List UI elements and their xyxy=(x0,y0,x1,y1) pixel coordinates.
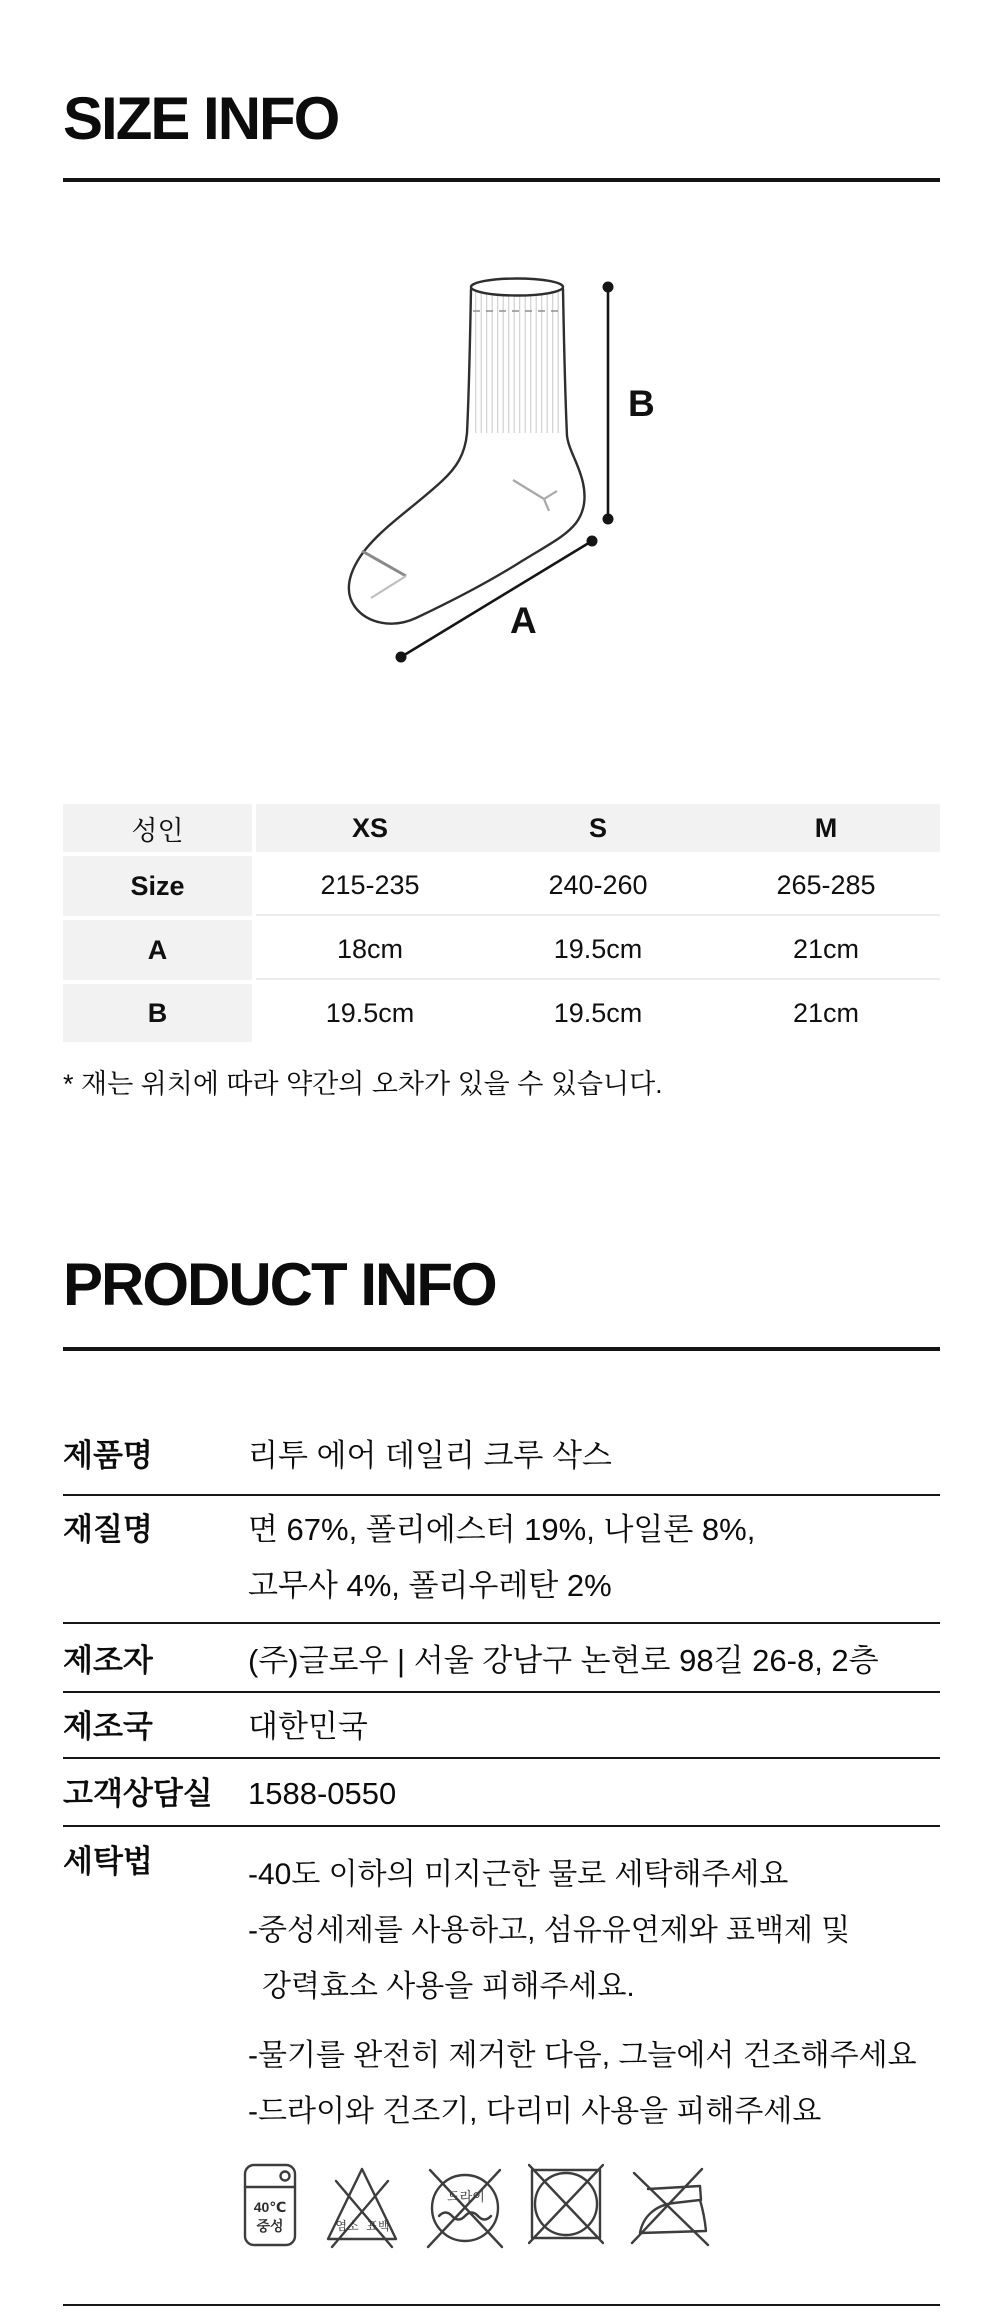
b-row-label: B xyxy=(63,984,252,1042)
product-row-country xyxy=(63,1693,940,1759)
b-value-xs: 19.5cm xyxy=(325,997,415,1028)
sock-rib-texture xyxy=(474,292,560,433)
wash-temp-text: 40℃ xyxy=(253,2199,287,2215)
size-table xyxy=(63,804,940,1042)
no-tumble-dry-icon xyxy=(528,2159,604,2249)
laundry-care-icons xyxy=(242,2159,940,2249)
no-bleach-icon xyxy=(322,2159,402,2249)
measure-dot-b-bottom xyxy=(603,514,614,525)
washing-line-2: -중성세제를 사용하고, 섬유유연제와 표백제 및 xyxy=(248,1914,851,1947)
manufacturer-label: 제조자 xyxy=(63,1643,153,1678)
size-table-row-a xyxy=(63,920,940,980)
dimension-label-b: B xyxy=(628,383,655,424)
material-label: 재질명 xyxy=(63,1512,153,1547)
material-line-2: 고무사 4%, 폴리우레탄 2% xyxy=(248,1568,612,1603)
size-table-row-b xyxy=(63,984,940,1042)
wash-40c-neutral-icon xyxy=(242,2159,298,2249)
a-value-m: 21cm xyxy=(792,933,860,964)
washing-label: 세탁법 xyxy=(63,1844,153,1879)
washing-line-4: -물기를 완전히 제거한 다음, 그늘에서 건조해주세요 xyxy=(248,2039,917,2072)
washing-line-5: -드라이와 건조기, 다리미 사용을 피해주세요 xyxy=(248,2095,822,2128)
product-row-manufacturer xyxy=(63,1624,940,1693)
product-row-washing xyxy=(63,1827,940,2306)
bleach-right-text: 표백 xyxy=(366,2219,390,2233)
bleach-left-text: 염소 xyxy=(335,2219,359,2233)
manufacturer-value: (주)글로우 | 서울 강남구 논현로 98길 26-8, 2층 xyxy=(248,1643,879,1678)
size-value-m: 265-285 xyxy=(776,869,876,900)
washing-line-3: 강력효소 사용을 피해주세요. xyxy=(262,1970,635,2003)
size-table-header-row xyxy=(63,804,940,852)
product-row-customer-service xyxy=(63,1759,940,1827)
product-row-material xyxy=(63,1496,940,1624)
size-value-s: 240-260 xyxy=(548,869,648,900)
customer-service-value: 1588-0550 xyxy=(248,1776,397,1811)
sock-cuff-opening xyxy=(471,279,563,296)
size-tolerance-note: * 재는 위치에 따라 약간의 오차가 있을 수 있습니다. xyxy=(63,1069,663,1099)
measure-dot-a-top xyxy=(587,536,598,547)
product-row-name xyxy=(63,1351,940,1496)
measure-dot-a-bottom xyxy=(396,652,407,663)
size-info-title: SIZE INFO xyxy=(63,85,339,152)
size-table-header-xs: XS xyxy=(351,812,389,843)
wash-mode-text: 중성 xyxy=(256,2218,284,2234)
material-line-1: 면 67%, 폴리에스터 19%, 나일론 8%, xyxy=(248,1512,756,1547)
sock-illustration xyxy=(330,250,670,670)
a-value-xs: 18cm xyxy=(336,933,404,964)
product-name-label: 제품명 xyxy=(63,1438,153,1473)
sock-measurement-diagram xyxy=(63,250,940,738)
b-value-s: 19.5cm xyxy=(553,997,643,1028)
country-value: 대한민국 xyxy=(248,1709,368,1744)
washing-instructions xyxy=(248,1827,940,2249)
a-row-label: A xyxy=(63,920,252,980)
country-label: 제조국 xyxy=(63,1709,153,1744)
material-value xyxy=(248,1502,940,1614)
size-table-header-m: M xyxy=(814,812,838,843)
no-iron-icon xyxy=(628,2159,712,2249)
dry-clean-text: 드라이 xyxy=(447,2189,485,2204)
product-info-table xyxy=(63,1351,940,2306)
a-value-s: 19.5cm xyxy=(553,933,643,964)
no-dry-clean-icon xyxy=(426,2159,504,2249)
product-name-value: 리투 에어 데일리 크루 삭스 xyxy=(248,1438,612,1473)
product-info-title: PRODUCT INFO xyxy=(63,1251,496,1318)
dimension-label-a: A xyxy=(510,600,537,641)
size-table-header-group: 성인 xyxy=(63,804,252,852)
size-row-label: Size xyxy=(63,856,252,916)
size-info-divider xyxy=(63,178,940,182)
size-value-xs: 215-235 xyxy=(320,869,420,900)
b-value-m: 21cm xyxy=(792,997,860,1028)
measure-dot-b-top xyxy=(603,282,614,293)
size-table-row-size xyxy=(63,856,940,916)
washing-line-1: -40도 이하의 미지근한 물로 세탁해주세요 xyxy=(248,1858,789,1891)
customer-service-label: 고객상담실 xyxy=(63,1776,213,1811)
size-table-header-s: S xyxy=(588,812,607,843)
